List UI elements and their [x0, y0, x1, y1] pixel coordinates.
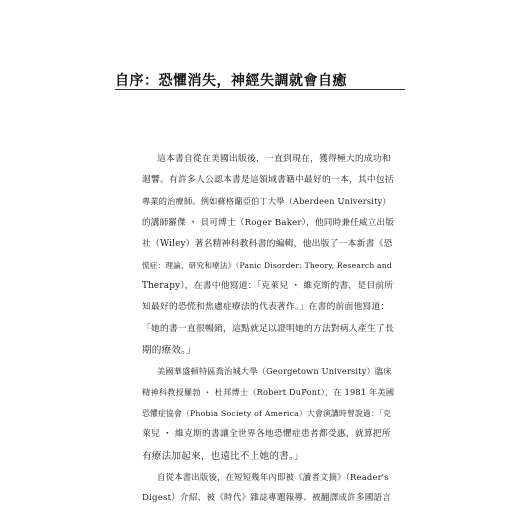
text-line: 有療法加起來，也遠比不上她的書。」 — [142, 450, 304, 462]
text-line: 「她的書一直很暢銷，這點就足以證明她的方法對病人產生了長 — [142, 323, 394, 334]
chapter-heading: 自序：恐懼消失，神經失調就會自癒 — [115, 73, 347, 89]
body-text — [142, 149, 394, 509]
text-line: 的講師羅傑 ・ 貝可博士（Roger Baker），他同時兼任威立出版 — [142, 217, 395, 228]
text-line: 恐懼症協會（Phobia Society of America）大會演講時曾說過：「克 — [142, 409, 392, 419]
text-line: 精神科教授羅勃 ・ 杜邦博士（Robert DuPont），在 1981 年美國 — [142, 387, 395, 398]
text-line: 自從本書出版後，在短短幾年內即被《讀者文摘》（Reader's — [157, 471, 389, 482]
text-line: 期的療效。」 — [142, 344, 196, 356]
text-line: Digest）介紹、被《時代》雜誌專題報導、被翻譯成許多國語言 — [142, 493, 392, 503]
heading-underline — [115, 89, 405, 90]
text-line: 慌症：理論、研究和療法》（Panic Disorder: Theory, Research and — [142, 260, 392, 270]
text-line: 美國華盛頓特區喬治城大學（Georgetown University）臨床 — [157, 365, 392, 376]
text-line: 萊兒 ・ 維克斯的書讓全世界各地恐懼症患者都受惠，就算把所 — [142, 429, 391, 440]
text-line: 社（Wiley）著名精神科教科書的編輯，他出版了一本新書《恐 — [142, 238, 393, 249]
text-line: 專業的治療師。例如蘇格蘭亞伯丁大學（Aberdeen University） — [142, 196, 391, 207]
text-line: Therapy），在書中他寫道：「克萊兒 ・ 維克斯的書，是目前所 — [142, 281, 394, 292]
text-line: 知最好的恐慌和焦慮症療法的代表著作。」在書的前面他寫道： — [142, 302, 390, 313]
text-line: 迴響。有許多人公認本書是這領域書籍中最好的一本，其中包括 — [142, 175, 394, 186]
text-line: 這本書自從在美國出版後，一直到現在，獲得極大的成功和 — [157, 154, 391, 164]
